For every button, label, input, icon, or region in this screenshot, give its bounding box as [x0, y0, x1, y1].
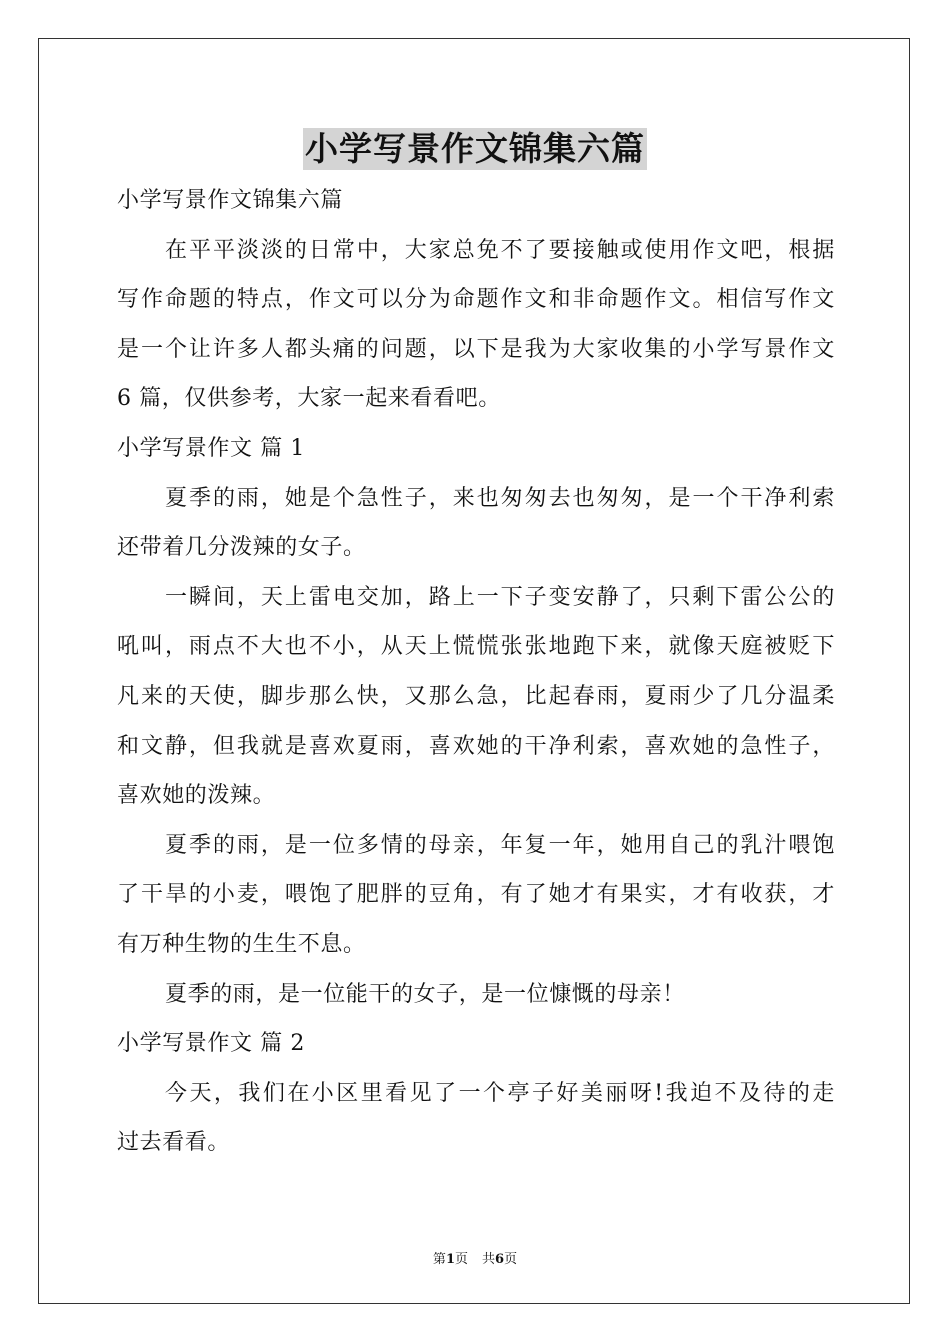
page-prefix: 第	[432, 1252, 446, 1267]
title-container	[0, 128, 950, 170]
text-line: 夏季的雨，是一位能干的女子，是一位慷慨的母亲！	[165, 981, 685, 1007]
text-line: 夏季的雨，她是个急性子，来也匆匆去也匆匆，是一个干净利索	[165, 485, 835, 511]
text-line: 一瞬间，天上雷电交加，路上一下子变安静了，只剩下雷公公的	[165, 584, 835, 610]
text-line: 夏季的雨，是一位多情的母亲，年复一年，她用自己的乳汁喂饱	[165, 832, 835, 858]
total-unit: 页	[504, 1252, 518, 1267]
text-line: 喜欢她的泼辣。	[117, 783, 276, 809]
text-line: 过去看看。	[117, 1130, 231, 1156]
total-prefix: 共	[482, 1252, 496, 1267]
text-line: 小学写景作文锦集六篇	[117, 188, 344, 213]
document-body	[117, 176, 835, 1168]
text-line: 有万种生物的生生不息。	[117, 931, 366, 957]
text-line: 了干旱的小麦，喂饱了肥胖的豆角，有了她才有果实，才有收获，才	[117, 882, 835, 908]
text-line: 今天，我们在小区里看见了一个亭子好美丽呀!我迫不及待的走	[165, 1080, 835, 1106]
text-line: 是一个让许多人都头痛的问题，以下是我为大家收集的小学写景作文	[117, 336, 835, 362]
text-line: 和文静，但我就是喜欢夏雨，喜欢她的干净利索，喜欢她的急性子，	[117, 733, 835, 759]
document-title: 小学写景作文锦集六篇	[305, 129, 645, 168]
text-line: 6 篇，仅供参考，大家一起来看看吧。	[117, 386, 501, 412]
text-line: 吼叫，雨点不大也不小，从天上慌慌张张地跑下来，就像天庭被贬下	[117, 634, 835, 660]
text-line: 小学写景作文 篇 2	[117, 1031, 305, 1057]
text-line: 写作命题的特点，作文可以分为命题作文和非命题作文。相信写作文	[117, 287, 835, 313]
page-total: 6	[495, 1252, 505, 1267]
text-line: 还带着几分泼辣的女子。	[117, 535, 366, 561]
page-footer	[0, 1248, 950, 1267]
page-unit: 页	[454, 1252, 468, 1267]
page-current: 1	[445, 1252, 455, 1267]
text-line: 在平平淡淡的日常中，大家总免不了要接触或使用作文吧，根据	[165, 237, 835, 263]
text-line: 凡来的天使，脚步那么快，又那么急，比起春雨，夏雨少了几分温柔	[117, 683, 835, 709]
text-line: 小学写景作文 篇 1	[117, 435, 305, 461]
